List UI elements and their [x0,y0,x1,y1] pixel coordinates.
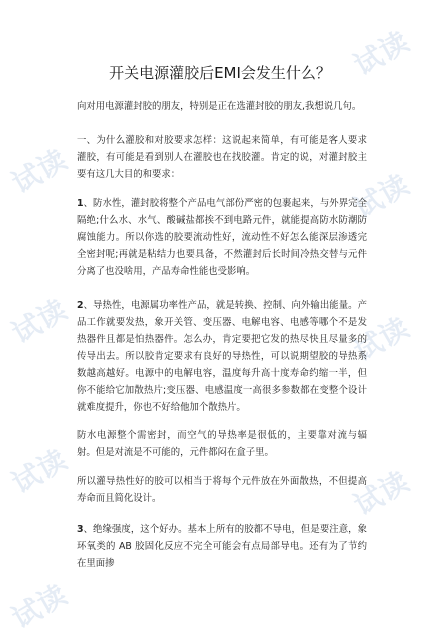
watermark: 试读 [348,464,416,523]
point-one-number: 1 [77,198,84,209]
point-one-text: 、防水性，灌封胶将整个产品电气部份严密的包裹起来，与外界完全隔绝;什么水、水气、酸碱盐都挨不到电路元件，就能提高防水防潮防腐蚀能力。所以你选的胶要流动性好，流动性不好怎么能深层渗透完全密封呢;再就是粘结力也要具备，不然灌封后长时间冷热交替与元件分离了也没啥用，产品寿命性能也受影响。 [77,198,367,277]
watermark: 试读 [6,577,74,636]
conduct-paragraph: 所以灌导热性好的胶可以相当于将每个元件放在外面散热，不但提高寿命而且简化设计。 [77,476,367,504]
point-one-paragraph [77,195,367,280]
section-one-paragraph: 一、为什么灌胶和对胶要求怎样：这说起来简单，有可能是客人要求灌胶，有可能是看到别人在灌胶也在找胶灌。肯定的说，对灌封胶主要有这几大目的和要求： [77,135,367,180]
point-two-text: 、导热性，电源属功率性产品，就是转换、控制、向外输出能量。产品工作就要发热，象开关管、变压器、电解电容、电感等哪个不是发热器件且都是怕热器件。怎么办，肯定要把它发的热尽快且尽量多的传导出去。所以胶肯定要求有良好的导热性，可以说期望胶的导热系数越高越好。电源中的电解电容，温度每升高十度寿命约缩一半，但你不能给它加散热片;变压器、电感温度一高很多参数都在变整个设计就难度提升，你也不好给他加个散热片。 [77,300,367,413]
point-three-paragraph [77,521,367,572]
watermark: 试读 [6,292,74,351]
point-three-text: 、绝缘强度，这个好办。基本上所有的胶都不导电，但是要注意，象环氧类的 AB 胶固化反应不完全可能会有点局部导电。还有为了节约在里面掺 [77,524,367,569]
page-title: 开关电源灌胶后EMI会发生什么？ [109,64,331,82]
watermark: 试读 [348,24,416,83]
point-two-number: 2 [77,300,84,311]
watermark: 试读 [6,142,74,201]
intro-paragraph: 向对用电源灌封胶的朋友，特别是正在选灌封胶的朋友,我想说几句。 [77,101,362,112]
point-three-number: 3 [77,524,84,535]
watermark: 试读 [6,442,74,501]
watermark: 试读 [348,310,416,369]
watermark: 试读 [348,167,416,226]
point-two-paragraph [77,297,367,416]
sealed-paragraph: 防水电源整个需密封，而空气的导热率是很低的，主要靠对流与辐射。但是对流是不可能的，元件都闷在盒子里。 [77,430,367,458]
